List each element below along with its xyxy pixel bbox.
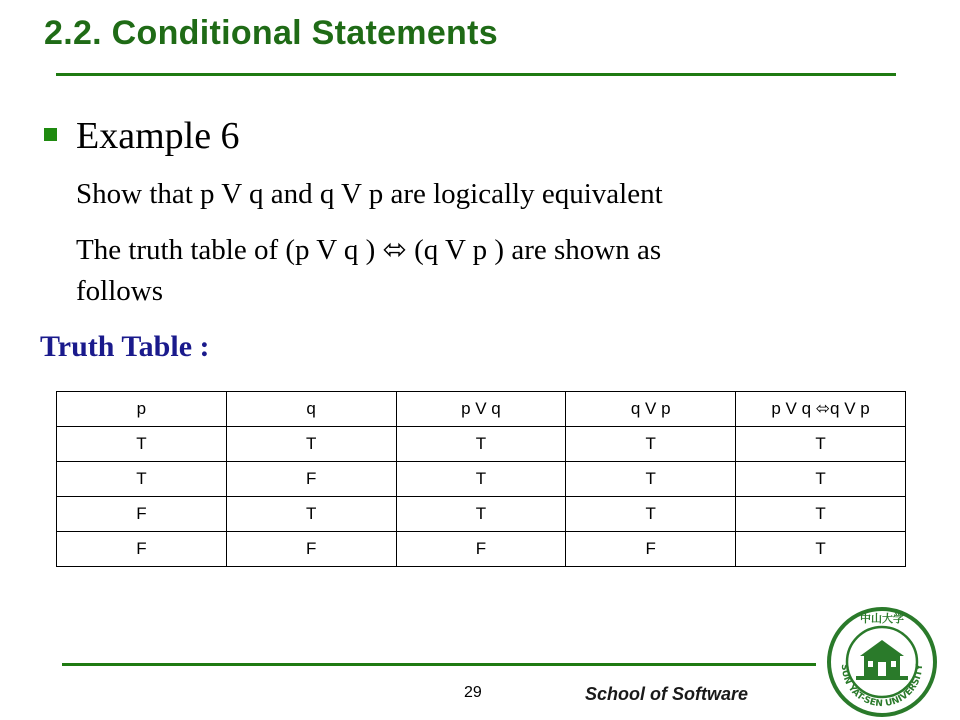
table-row [57, 462, 906, 497]
table-cell: T [226, 497, 396, 532]
table-cell: F [226, 532, 396, 567]
header-cell: p V q ⬄q V p [736, 392, 906, 427]
title-divider [56, 73, 896, 76]
slide-title: 2.2. Conditional Statements [44, 14, 498, 52]
table-cell: F [396, 532, 566, 567]
body-line-2: The truth table of (p V q ) ⬄ (q V p ) are shown as [76, 234, 662, 266]
logo-chinese-text: 中山大学 [860, 612, 904, 625]
table-cell: T [396, 427, 566, 462]
page-number: 29 [464, 684, 482, 701]
school-name: School of Software [585, 684, 749, 704]
footer-divider [62, 663, 816, 666]
table-cell: F [566, 532, 736, 567]
header-cell: p V q [396, 392, 566, 427]
table-row [57, 497, 906, 532]
header-cell: p [57, 392, 227, 427]
table-cell: T [566, 427, 736, 462]
square-bullet-icon [44, 128, 57, 141]
truth-table-header-row [57, 392, 906, 427]
table-row [57, 532, 906, 567]
header-cell: q [226, 392, 396, 427]
table-cell: T [736, 497, 906, 532]
table-cell: T [566, 462, 736, 497]
table-cell: F [226, 462, 396, 497]
table-cell: T [226, 427, 396, 462]
table-cell: T [57, 427, 227, 462]
logo-ring-text: SUN YAT-SEN UNIVERSITY [838, 663, 926, 710]
table-cell: T [566, 497, 736, 532]
header-cell: q V p [566, 392, 736, 427]
table-cell: T [736, 462, 906, 497]
table-cell: T [736, 427, 906, 462]
table-cell: T [57, 462, 227, 497]
table-cell: T [396, 462, 566, 497]
example-heading: Example 6 [76, 115, 240, 157]
body-line-3: follows [76, 275, 163, 307]
truth-table [56, 391, 906, 567]
table-cell: F [57, 497, 227, 532]
sun-yat-sen-university-seal-icon [826, 606, 938, 718]
table-cell: F [57, 532, 227, 567]
table-row [57, 427, 906, 462]
table-cell: T [736, 532, 906, 567]
body-line-1: Show that p V q and q V p are logically equivalent [76, 178, 663, 210]
truth-table-heading: Truth Table : [40, 330, 210, 363]
table-cell: T [396, 497, 566, 532]
